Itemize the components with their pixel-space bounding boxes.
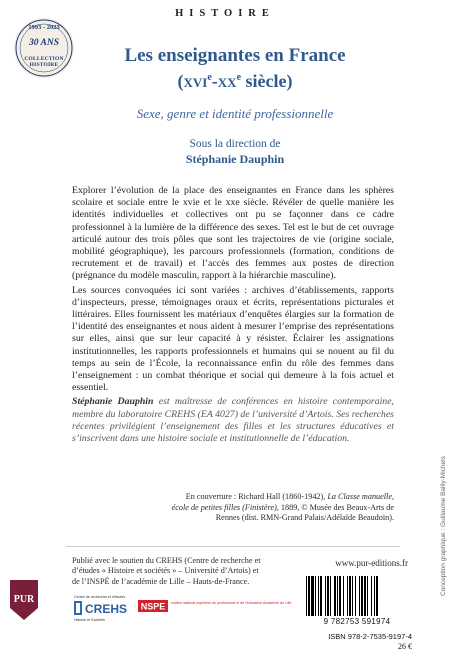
design-credit — [430, 368, 447, 598]
nspe-logo — [138, 596, 292, 622]
book-subtitle: Sexe, genre et identité professionnelle — [136, 106, 334, 121]
price: 26 € — [398, 642, 412, 651]
barcode-bars-icon — [304, 576, 408, 620]
design-credit-text: Conception graphique : Guillaume Bailly-Michels — [440, 456, 447, 596]
barcode — [304, 576, 408, 620]
nspe-sub-text: Institut national supérieur du professorat et de l'éducation Académie de Lille — [171, 601, 292, 605]
isbn: ISBN 978-2-7535-9197-4 — [328, 632, 412, 641]
direction-label: Sous la direction de — [189, 138, 281, 150]
book-title-period: ($xvi^e-xx^e$ siècle) — [177, 71, 293, 91]
badge-years: 30 ANS — [28, 38, 59, 48]
summary-paragraph-2: Les sources convoquées ici sont variées : archives d’établissements, rapports d’inspecteurs, presse, témoignages oraux et écrits, représentations picturales et littéraires. Elles fournissent les matériaux d’enquêtes élargies sur la formation de l’identité des enseignantes et nous aident à mesurer l’emprise des représentations sur elles, ainsi que sur leur capacité à y résister. Éclairer les assignations institutionnelles, les rapports professionnels et humains qui se nouent au fil du temps au sein de l’École, la reconnaissance enfin du rôle des femmes dans l’enseignement : un combat théorique et social qui demeure à la fois actuel et essentiel. — [72, 284, 394, 394]
website-link[interactable]: www.pur-editions.fr — [335, 558, 408, 568]
pur-logo-text: PUR — [13, 594, 35, 605]
cover-credit-prefix: En couverture : Richard Hall (1860-1942), — [185, 492, 328, 501]
badge-collection: COLLECTION HISTOIRE — [24, 56, 64, 68]
divider — [66, 546, 400, 547]
series-title: HISTOIRE — [175, 8, 275, 19]
crehs-bottom-text: Histoire et Sociétés — [74, 618, 105, 622]
cover-credit-suffix: , 1889, © Musée des Beaux-Arts de Rennes (dist. RMN-Grand Palais/Adélaïde Beaudoin). — [215, 502, 394, 523]
back-cover-text — [72, 185, 394, 445]
cover-credit — [168, 492, 394, 524]
author-bio-name: Stéphanie Dauphin — [72, 396, 154, 408]
cover-credit-artwork: La Classe manuelle, école de petites filles (Finistère) — [171, 492, 394, 512]
crehs-top-text: Centre de recherche et d'études — [74, 595, 126, 599]
nspe-logo-text: NSPE — [140, 601, 166, 612]
summary-paragraph-1: Explorer l’évolution de la place des enseignantes en France dans les sphères scolaire et sociale entre le xvie et le xxe siècle. Révéler de quelle manière les identités individuelles et collectives ont pu se façonner dans ce cadre professionnel à la lumière de la différence des sexes. Tel est le but de cet ouvrage articulé autour des trois pôles que sont les trajectoires de vie (origine sociale, mobilité géographique), les parcours professionnels (formation, conditions de recrutement et de travail) et l’accès des femmes aux postes de direction (prégnance du modèle masculin, rapport à la hiérarchie masculine). — [72, 185, 394, 282]
crehs-logo-text: CREHS — [85, 602, 128, 616]
badge-years-range: 1993 - 2023 — [28, 24, 60, 31]
director-name: Stéphanie Dauphin — [185, 152, 285, 166]
pur-logo — [8, 578, 40, 622]
anniversary-badge — [14, 18, 74, 78]
barcode-number: 9 782753 591974 — [323, 617, 391, 626]
author-bio-text: est maîtresse de conférences en histoire contemporaine, membre du laboratoire CREHS (EA 4027) de l’université d’Artois. Ses recherches récentes privilégient l’enseignement des filles et les structures éducatives et s’inscrivent dans une histoire sociale et institutionnelle de l’éducation. — [72, 396, 395, 445]
book-title: Les enseignantes en France — [124, 45, 346, 66]
crehs-logo — [72, 592, 134, 624]
support-text: Publié avec le soutien du CREHS (Centre de recherche et d’études « Histoire et sociétés » – Université d’Artois) et de l’INSPÉ de l’académie de Lille – Hauts-de-France. — [72, 556, 261, 586]
author-bio — [72, 396, 394, 445]
